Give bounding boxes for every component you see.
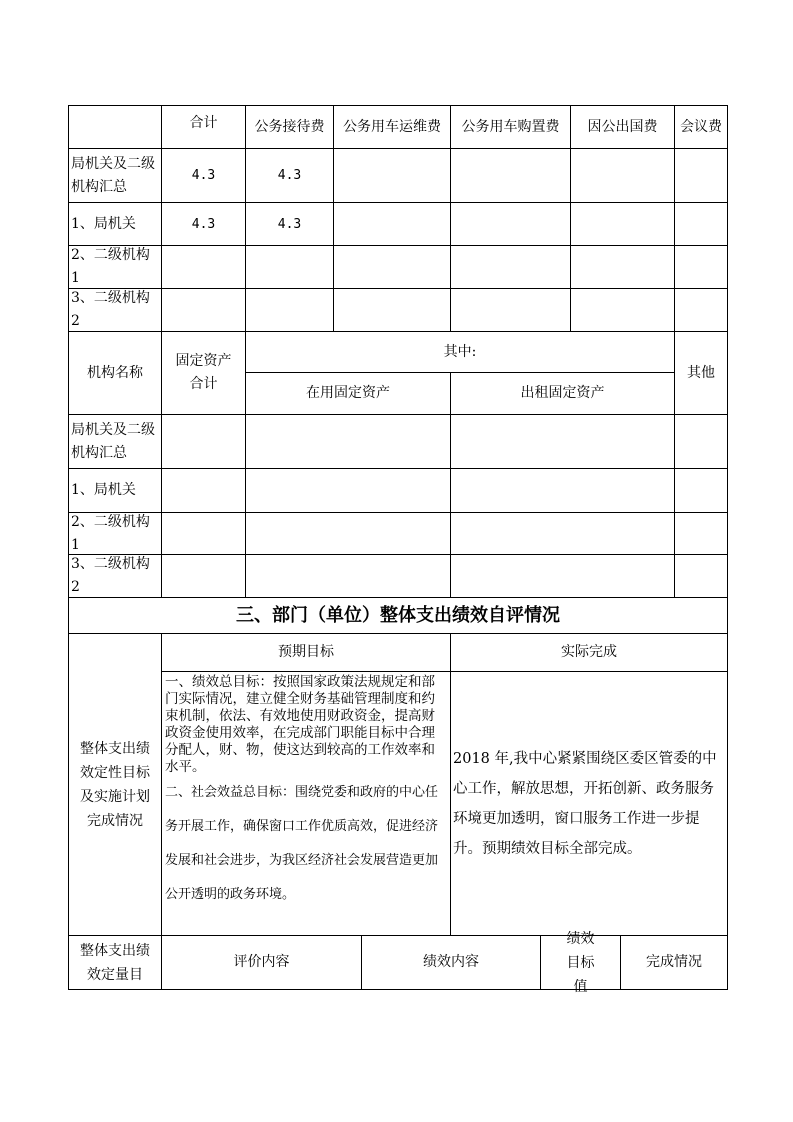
table1-cell-reception: 4.3 [245,202,334,246]
table2-header-org-name: 机构名称 [68,331,162,415]
table1-header-vehicle-purchase: 公务用车购置费 [450,105,571,149]
goal-overall: 一、绩效总目标：按照国家政策法规规定和部门实际情况，建立健全财务基础管理制度和约束机制，依法、有效地使用财政资金，提高财政资金使用效率，在完成部门职能目标中合理分配人，财、物，使这达到较高的工作效率和水平。 [165,674,435,775]
table2-cell [450,512,675,555]
table2-header-in-use: 在用固定资产 [245,372,451,415]
table2-row-label: 1、局机关 [68,468,162,513]
table1-cell [450,245,571,289]
table1-header-total: 合计 [161,105,246,149]
table1-cell-reception: 4.3 [245,148,334,203]
table2-cell [245,554,451,598]
table2-cell [245,414,451,469]
table1-cell [333,288,451,332]
table1-header-reception: 公务接待费 [245,105,334,149]
performance-target-header: 绩效目标值 [540,935,621,990]
table1-header-vehicle-maintenance: 公务用车运维费 [333,105,451,149]
table2-cell [674,468,728,513]
quantitative-goals-label: 整体支出绩效定量目 [68,935,162,990]
expected-goals-header: 预期目标 [161,633,451,672]
table1-cell [674,245,728,289]
table2-cell [245,468,451,513]
table1-header-overseas: 因公出国费 [570,105,675,149]
completion-status-header: 完成情况 [620,935,728,990]
table2-cell [245,512,451,555]
table1-cell [333,202,451,246]
table1-row-label: 局机关及二级机构汇总 [68,148,162,203]
table1-cell [674,202,728,246]
table2-header-fixed-assets-total: 固定资产合计 [161,331,246,415]
table1-cell [570,148,675,203]
table1-cell [450,202,571,246]
table1-row-label: 1、局机关 [68,202,162,246]
table1-cell [245,245,334,289]
table2-cell [161,414,246,469]
qualitative-goals-label: 整体支出绩效定性目标及实施计划完成情况 [68,633,162,936]
performance-content-header: 绩效内容 [361,935,541,990]
table2-cell [674,512,728,555]
table1-cell [245,288,334,332]
expected-goals-content [161,671,451,936]
table1-cell [674,288,728,332]
table2-cell [161,468,246,513]
table2-cell [450,468,675,513]
table1-cell [450,288,571,332]
table1-cell [570,202,675,246]
table2-header-other: 其他 [674,331,728,415]
table1-cell [333,245,451,289]
table1-cell [570,245,675,289]
evaluation-content-header: 评价内容 [161,935,362,990]
table1-cell [570,288,675,332]
table2-row-label: 2、二级机构 1 [68,512,162,555]
table1-cell [450,148,571,203]
actual-completion-header: 实际完成 [450,633,728,672]
table2-cell [674,414,728,469]
table1-header-meeting: 会议费 [674,105,728,149]
table1-cell-total: 4.3 [161,148,246,203]
table1-corner-cell [68,105,162,149]
table1-row-label: 3、二级机构 2 [68,288,162,332]
table2-row-label: 局机关及二级机构汇总 [68,414,162,469]
table2-header-leased: 出租固定资产 [450,372,675,415]
table2-header-of-which: 其中: [245,331,675,373]
table2-cell [161,554,246,598]
table1-row-label: 2、二级机构 1 [68,245,162,289]
table1-cell [161,245,246,289]
table1-cell [674,148,728,203]
table2-row-label: 3、二级机构 2 [68,554,162,598]
table2-cell [161,512,246,555]
section-title: 三、部门（单位）整体支出绩效自评情况 [68,597,728,634]
table2-cell [450,414,675,469]
goal-social-benefit: 二、社会效益总目标：围绕党委和政府的中心任务开展工作，确保窗口工作优质高效，促进经济发展和社会进步，为我区经济社会发展营造更加公开透明的政务环境。 [165,785,439,902]
table1-cell [161,288,246,332]
actual-completion-content: 2018 年,我中心紧紧围绕区委区管委的中心工作，解放思想，开拓创新、政务服务环境更加透明，窗口服务工作进一步提升。预期绩效目标全部完成。 [450,671,728,936]
table2-cell [674,554,728,598]
table2-cell [450,554,675,598]
table1-cell [333,148,451,203]
table1-cell-total: 4.3 [161,202,246,246]
